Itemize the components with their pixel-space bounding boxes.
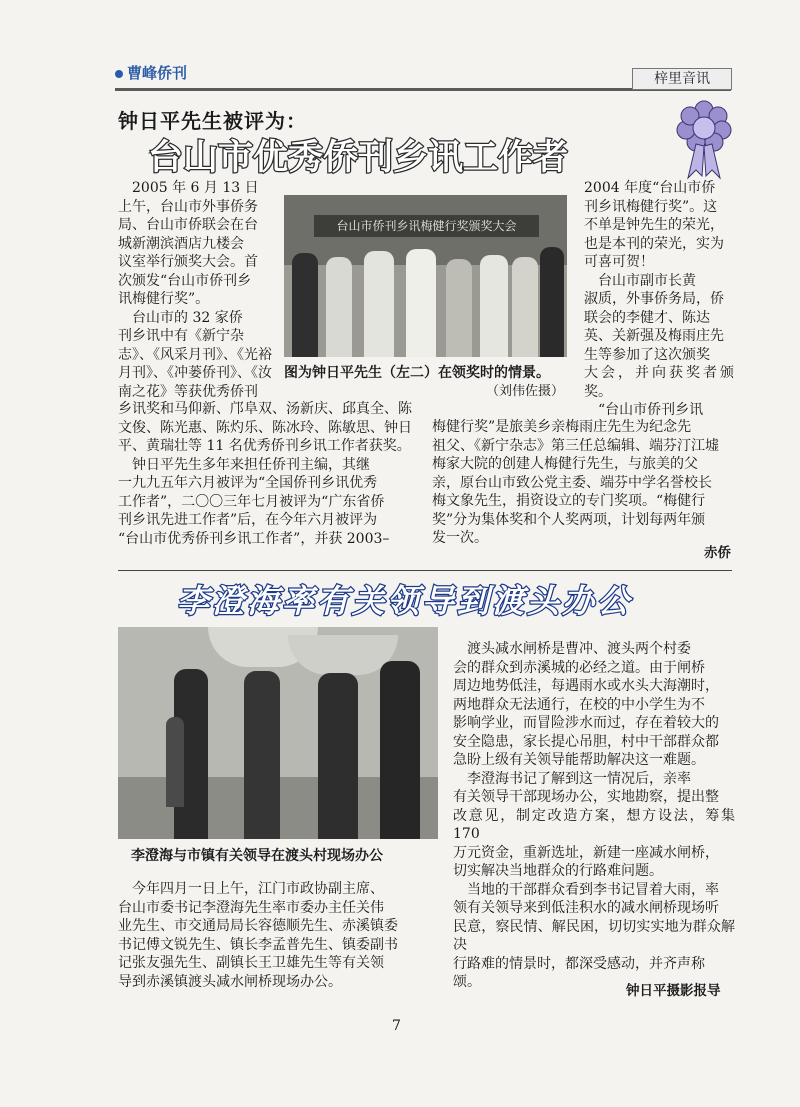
- article1-column-right: 2004 年度“台山市侨 刊乡讯梅健行奖”。这 不单是钟先生的荣光， 也是本刊的荣光，实为 可喜可贺！ 台山市副市长黄 淑质，外事侨务局，侨 联会的李健才、陈达 英、关新强及梅雨庄先 生等参加了这次颁奖 大会，并向获奖者颁奖。 “台山市侨刊乡讯: [584, 180, 734, 418]
- photo2-caption: 李澄海与市镇有关领导在渡头村现场办公: [131, 848, 383, 864]
- rosette-icon: [676, 98, 732, 180]
- page-number: 7: [392, 1018, 401, 1034]
- header-bullet: [115, 70, 123, 78]
- article1-column-left-wide: 乡讯奖和马仰新、邝阜双、汤新庆、邱真全、陈 文俊、陈光惠、陈灼乐、陈冰玲、陈敏思、钟日 平、黄瑞壮等 11 名优秀侨刊乡讯工作者获奖。 钟日平先生多年来担任侨刊主编，其继 一九九五年六月被评为“全国侨刊乡讯优秀 工作者”，二〇〇三年七月被评为“广东省侨 刊乡讯先进工作者”后，在今年六月被评为 “台山市优秀侨刊乡讯工作者”，并获 2003–: [118, 401, 412, 547]
- section-divider: [118, 570, 732, 571]
- section-tab: 梓里音讯: [632, 68, 732, 90]
- article1-kicker: 钟日平先生被评为：: [118, 109, 307, 133]
- article1-column-right-wide: 梅健行奖”是旅美乡亲梅雨庄先生为纪念先 祖父、《新宁杂志》第三任总编辑、端芬汀江墟 梅家大院的创建人梅健行先生，与旅美的父 亲，原台山市致公党主委、端芬中学名誉校长 梅文象先生，捐资设立的专门奖项。“梅健行 奖”分为集体奖和个人奖两项，计划每两年颁 发一次。: [432, 419, 719, 546]
- publication-name: 曹峰侨刊: [127, 64, 188, 82]
- onsite-office-photo: [118, 627, 438, 839]
- article1-column-left: 2005 年 6 月 13 日 上午，台山市外事侨务 局、台山市侨联会在台 城新潮滨酒店九楼会 议室举行颁奖大会。首 次颁发“台山市侨刊乡 讯梅健行奖”。 台山市的 32 家侨 刊乡讯中有《新宁杂 志》、《风采月刊》、《光裕 月刊》、《冲蒌侨刊》、《汝 南之花》等获优秀侨刊: [118, 180, 272, 400]
- article2-right-text: 渡头减水闸桥是曹冲、渡头两个村委 会的群众到赤溪城的必经之道。由于闸桥 周边地势低洼，每遇雨水或水头大海潮时， 两地群众无法通行，在校的中小学生为不 影响学业，而冒险涉水而过，存在着较大的 安全隐患，家长提心吊胆，村中干部群众都 急盼上级有关领导能帮助解决这一难题。 李澄海书记了解到这一情况后，亲率 有关领导干部现场办公，实地勘察，提出整 改意见，制定改造方案，想方设法，筹集 170 万元资金，重新选址，新建一座减水闸桥， 切实解决当地群众的行路难问题。 当地的干部群众看到李书记冒着大雨，率 领有关领导来到低洼积水的减水闸桥现场听 民意，察民情、解民困，切切实实地为群众解决 行路难的情景时，都深受感动，并齐声称 颂。: [453, 641, 735, 990]
- article2-left-text: 今年四月一日上午，江门市政协副主席、 台山市委书记李澄海先生率市委办主任关伟 业先生、市交通局局长容德顺先生、赤溪镇委 书记傅文锐先生、镇长李孟普先生、镇委副书 记张友强先生、副镇长王卫雄先生等有关领 导到赤溪镇渡头减水闸桥现场办公。: [118, 881, 398, 990]
- article1-signature: 赤侨: [704, 545, 731, 561]
- article1-headline: 台山市优秀侨刊乡讯工作者: [148, 138, 569, 178]
- article2-headline: 李澄海率有关领导到渡头办公: [177, 582, 633, 620]
- photo1-credit: （刘伟佐摄）: [486, 384, 565, 399]
- photo1-caption: 图为钟日平先生（左二）在领奖时的情景。: [284, 365, 550, 381]
- photo-banner: 台山市侨刊乡讯梅健行奖颁奖大会: [314, 215, 539, 237]
- award-ceremony-photo: [284, 195, 567, 357]
- article2-signature: 钟日平摄影报导: [626, 983, 721, 999]
